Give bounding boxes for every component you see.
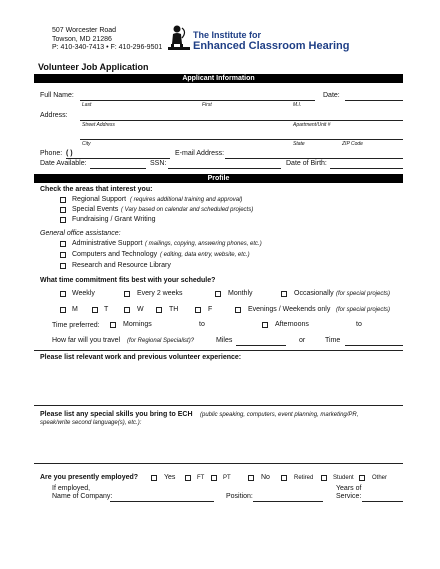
experience-field[interactable]: [34, 405, 403, 406]
special-events-checkbox[interactable]: [60, 207, 66, 213]
day-friday-label: F: [208, 306, 213, 313]
day-wednesday-label: W: [137, 306, 144, 313]
skills-note: (public speaking, computers, event planning, marketing/PR,: [200, 412, 359, 418]
student-label: Student: [333, 475, 354, 481]
mornings-checkbox[interactable]: [110, 322, 116, 328]
phone-label: Phone:: [40, 150, 63, 157]
employment-heading: Are you presently employed?: [40, 474, 139, 481]
company-field[interactable]: [110, 501, 214, 502]
full-time-checkbox[interactable]: [185, 475, 191, 481]
day-monday-checkbox[interactable]: [60, 307, 66, 313]
skills-note-line2: speak/write second language(s), etc.):: [40, 420, 142, 426]
full-name-field[interactable]: [80, 100, 315, 101]
occasionally-label: Occasionally: [294, 290, 334, 297]
retired-label: Retired: [294, 475, 314, 481]
occasionally-checkbox[interactable]: [281, 291, 287, 297]
phone-area-code-parens: ( ): [66, 150, 73, 157]
email-field[interactable]: [225, 158, 403, 159]
address-label: Address:: [40, 112, 68, 119]
special-events-note: ( Vary based on calendar and scheduled projects): [121, 207, 254, 213]
date-field[interactable]: [345, 100, 403, 101]
monthly-checkbox[interactable]: [215, 291, 221, 297]
fundraising-checkbox[interactable]: [60, 217, 66, 223]
dob-field[interactable]: [330, 168, 403, 169]
evenings-weekends-label: Evenings / Weekends only: [248, 306, 331, 313]
occasionally-note: (for special projects): [336, 291, 391, 297]
if-employed-label: If employed,: [52, 485, 91, 492]
administrative-support-checkbox[interactable]: [60, 241, 66, 247]
org-name-line1: The Institute for: [193, 30, 261, 40]
org-phone-fax: P: 410-340-7413 • F: 410-296-9501: [52, 44, 163, 51]
ssn-field[interactable]: [168, 168, 281, 169]
computers-technology-checkbox[interactable]: [60, 252, 66, 258]
state-caption: State: [293, 141, 305, 147]
zip-caption: ZIP Code: [342, 141, 363, 147]
day-wednesday-checkbox[interactable]: [124, 307, 130, 313]
employed-yes-label: Yes: [164, 474, 176, 481]
date-label: Date:: [323, 92, 340, 99]
computers-technology-label: Computers and Technology: [72, 251, 158, 258]
every-2-weeks-checkbox[interactable]: [124, 291, 130, 297]
mornings-label: Mornings: [123, 321, 152, 328]
every-2-weeks-label: Every 2 weeks: [137, 290, 183, 297]
travel-note: (for Regional Specialist)?: [127, 338, 195, 344]
monthly-label: Monthly: [228, 290, 253, 297]
skills-heading: Please list any special skills you bring to ECH: [40, 411, 193, 418]
day-monday-label: M: [72, 306, 78, 313]
day-tuesday-label: T: [104, 306, 109, 313]
full-name-label: Full Name:: [40, 92, 74, 99]
experience-heading: Please list relevant work and previous volunteer experience:: [40, 354, 242, 361]
afternoons-checkbox[interactable]: [262, 322, 268, 328]
service-label: Service:: [336, 493, 362, 500]
street-address-caption: Street Address: [82, 122, 115, 128]
miles-field[interactable]: [236, 345, 286, 346]
administrative-support-note: ( mailings, copying, answering phones, etc.): [145, 241, 262, 247]
first-name-caption: First: [202, 102, 212, 108]
areas-heading: Check the areas that interest you:: [40, 186, 153, 193]
travel-label: How far will you travel: [52, 337, 121, 344]
afternoons-label: Afternoons: [275, 321, 309, 328]
dob-label: Date of Birth:: [286, 160, 327, 167]
form-title: Volunteer Job Application: [38, 62, 149, 72]
years-label: Years of: [336, 485, 362, 492]
employed-no-checkbox[interactable]: [248, 475, 254, 481]
city-state-zip-field[interactable]: [80, 139, 403, 140]
company-label: Name of Company:: [52, 493, 113, 500]
regional-support-label: Regional Support: [72, 196, 127, 203]
day-friday-checkbox[interactable]: [195, 307, 201, 313]
weekly-checkbox[interactable]: [60, 291, 66, 297]
last-name-caption: Last: [82, 102, 92, 108]
skills-field[interactable]: [34, 463, 403, 464]
street-address-field[interactable]: [80, 120, 403, 121]
date-available-label: Date Available:: [40, 160, 87, 167]
schedule-heading: What time commitment fits best with your schedule?: [40, 277, 216, 284]
section-header-profile: Profile: [34, 174, 403, 183]
general-office-label: General office assistance:: [40, 230, 121, 237]
org-address-line2: Towson, MD 21286: [52, 36, 112, 43]
email-label: E-mail Address:: [175, 150, 225, 157]
position-label: Position:: [226, 493, 253, 500]
other-label: Other: [372, 475, 388, 481]
organization-logo: [168, 24, 190, 52]
city-caption: City: [82, 141, 91, 147]
day-thursday-label: TH: [169, 306, 179, 313]
student-checkbox[interactable]: [321, 475, 327, 481]
travel-time-field[interactable]: [345, 345, 403, 346]
phone-field[interactable]: [66, 158, 170, 159]
divider: [34, 350, 403, 351]
ssn-label: SSN:: [150, 160, 167, 167]
day-thursday-checkbox[interactable]: [156, 307, 162, 313]
position-field[interactable]: [253, 501, 323, 502]
full-time-label: FT: [197, 475, 205, 481]
day-tuesday-checkbox[interactable]: [92, 307, 98, 313]
time-preferred-label: Time preferred:: [52, 322, 100, 329]
time-label: Time: [325, 337, 341, 344]
regional-support-checkbox[interactable]: [60, 197, 66, 203]
employed-no-label: No: [261, 474, 270, 481]
administrative-support-label: Administrative Support: [72, 240, 143, 247]
org-name-line2: Enhanced Classroom Hearing: [193, 40, 350, 52]
section-header-applicant: Applicant Information: [34, 74, 403, 83]
miles-label: Miles: [216, 337, 233, 344]
part-time-label: PT: [223, 475, 231, 481]
evenings-weekends-note: (for special projects): [336, 307, 391, 313]
retired-checkbox[interactable]: [281, 475, 287, 481]
special-events-label: Special Events: [72, 206, 119, 213]
evenings-weekends-checkbox[interactable]: [235, 307, 241, 313]
part-time-checkbox[interactable]: [211, 475, 217, 481]
middle-initial-caption: M.I.: [293, 102, 302, 108]
or-label: or: [299, 337, 306, 344]
computers-technology-note: ( editing, data entry, website, etc.): [160, 252, 250, 258]
date-available-field[interactable]: [90, 168, 146, 169]
org-address-line1: 507 Worcester Road: [52, 27, 117, 34]
research-library-label: Research and Resource Library: [72, 262, 171, 269]
employed-yes-checkbox[interactable]: [151, 475, 157, 481]
regional-support-note: ( requires additional training and approval): [130, 197, 243, 203]
other-checkbox[interactable]: [359, 475, 365, 481]
apartment-caption: Apartment/Unit #: [293, 122, 331, 128]
mornings-to-label: to: [199, 321, 205, 328]
weekly-label: Weekly: [72, 290, 95, 297]
years-of-service-field[interactable]: [362, 501, 403, 502]
afternoons-to-label: to: [356, 321, 362, 328]
research-library-checkbox[interactable]: [60, 263, 66, 269]
fundraising-label: Fundraising / Grant Writing: [72, 216, 156, 223]
